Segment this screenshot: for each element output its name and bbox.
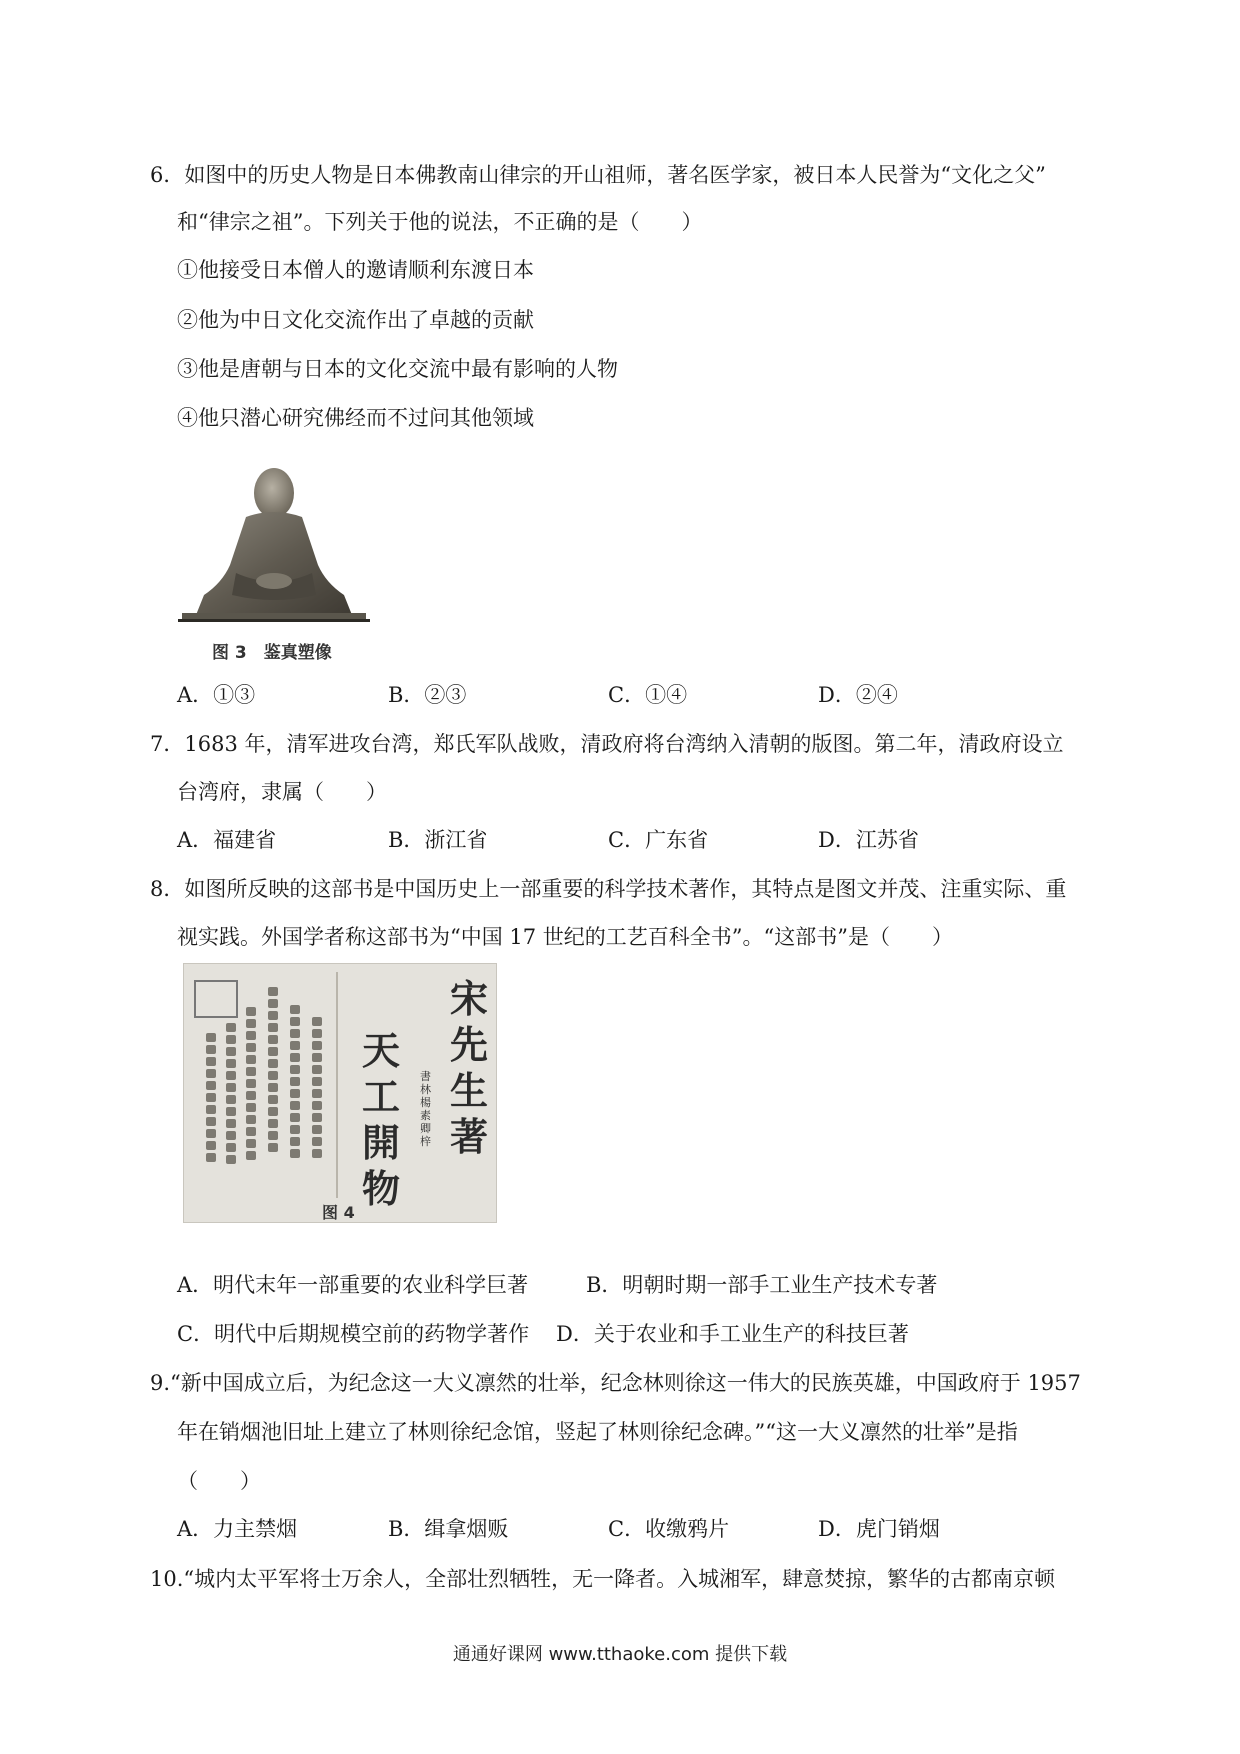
q7-option-d[interactable]: D．江苏省 xyxy=(818,828,919,852)
text-column xyxy=(246,1004,260,1163)
q6-option-b[interactable]: B．②③ xyxy=(388,683,467,707)
q8-option-d[interactable]: D．关于农业和手工业生产的科技巨著 xyxy=(556,1322,909,1346)
book-title: 天工開物 xyxy=(362,1028,401,1211)
q8-line2: 视实践。外国学者称这部书为“中国 17 世纪的工艺百科全书”。“这部书”是（ ） xyxy=(177,925,954,949)
q9-line3: （ ） xyxy=(177,1469,261,1493)
jianzhen-statue-image xyxy=(176,455,372,635)
seal-stamp xyxy=(194,980,238,1018)
q6-statement-4: ④他只潜心研究佛经而不过问其他领域 xyxy=(177,406,534,430)
q10-line1: 10.“城内太平军将士万余人，全部壮烈牺牲，无一降者。入城湘军，肆意焚掠，繁华的古都南京顿 xyxy=(150,1567,1056,1591)
tiangong-kaiwu-image xyxy=(183,963,497,1223)
q8-line1: 8．如图所反映的这部书是中国历史上一部重要的科学技术著作，其特点是图文并茂、注重实际、重 xyxy=(150,877,1067,901)
text-column xyxy=(226,1020,240,1167)
q6-option-d[interactable]: D．②④ xyxy=(818,683,898,707)
q9-option-d[interactable]: D．虎门销烟 xyxy=(818,1517,940,1541)
q8-option-a[interactable]: A．明代末年一部重要的农业科学巨著 xyxy=(177,1273,529,1297)
page-divider xyxy=(336,972,338,1198)
q9-option-c[interactable]: C．收缴鸦片 xyxy=(608,1517,730,1541)
text-column xyxy=(268,984,282,1155)
q6-line1: 6．如图中的历史人物是日本佛教南山律宗的开山祖师，著名医学家，被日本人民誉为“文化之父” xyxy=(150,163,1046,187)
statue-illustration xyxy=(176,455,372,635)
q6-option-a[interactable]: A．①③ xyxy=(177,683,256,707)
text-column xyxy=(312,1014,326,1161)
q7-option-c[interactable]: C．广东省 xyxy=(608,828,709,852)
page-footer: 通通好课网 www.tthaoke.com 提供下载 xyxy=(452,1644,788,1665)
q7-line2: 台湾府，隶属（ ） xyxy=(177,780,387,804)
book-publisher: 書林楊素卿梓 xyxy=(420,1070,431,1148)
q6-statement-2: ②他为中日文化交流作出了卓越的贡献 xyxy=(177,308,534,332)
q8-option-b[interactable]: B．明朝时期一部手工业生产技术专著 xyxy=(586,1273,938,1297)
q9-option-b[interactable]: B．缉拿烟贩 xyxy=(388,1517,509,1541)
q9-line1: 9.“新中国成立后，为纪念这一大义凛然的壮举，纪念林则徐这一伟大的民族英雄，中国政府于 1957 xyxy=(150,1371,1081,1395)
figure-4-caption: 图 4 xyxy=(322,1203,355,1222)
book-author-title: 宋先生著 xyxy=(450,976,489,1159)
figure-3-caption: 图 3 鉴真塑像 xyxy=(212,643,332,663)
q6-statement-3: ③他是唐朝与日本的文化交流中最有影响的人物 xyxy=(177,357,618,381)
q9-line2: 年在销烟池旧址上建立了林则徐纪念馆，竖起了林则徐纪念碑。”“这一大义凛然的壮举”是指 xyxy=(177,1420,1018,1444)
q7-option-a[interactable]: A．福建省 xyxy=(177,828,277,852)
q7-line1: 7．1683 年，清军进攻台湾，郑氏军队战败，清政府将台湾纳入清朝的版图。第二年，清政府设立 xyxy=(150,732,1064,756)
text-column xyxy=(290,1002,304,1161)
q6-line2: 和“律宗之祖”。下列关于他的说法，不正确的是（ ） xyxy=(177,210,703,234)
q7-option-b[interactable]: B．浙江省 xyxy=(388,828,488,852)
q6-statement-1: ①他接受日本僧人的邀请顺利东渡日本 xyxy=(177,258,534,282)
text-column xyxy=(206,1030,220,1165)
q8-option-c[interactable]: C．明代中后期规模空前的药物学著作 xyxy=(177,1322,530,1346)
q6-option-c[interactable]: C．①④ xyxy=(608,683,688,707)
q9-option-a[interactable]: A．力主禁烟 xyxy=(177,1517,298,1541)
